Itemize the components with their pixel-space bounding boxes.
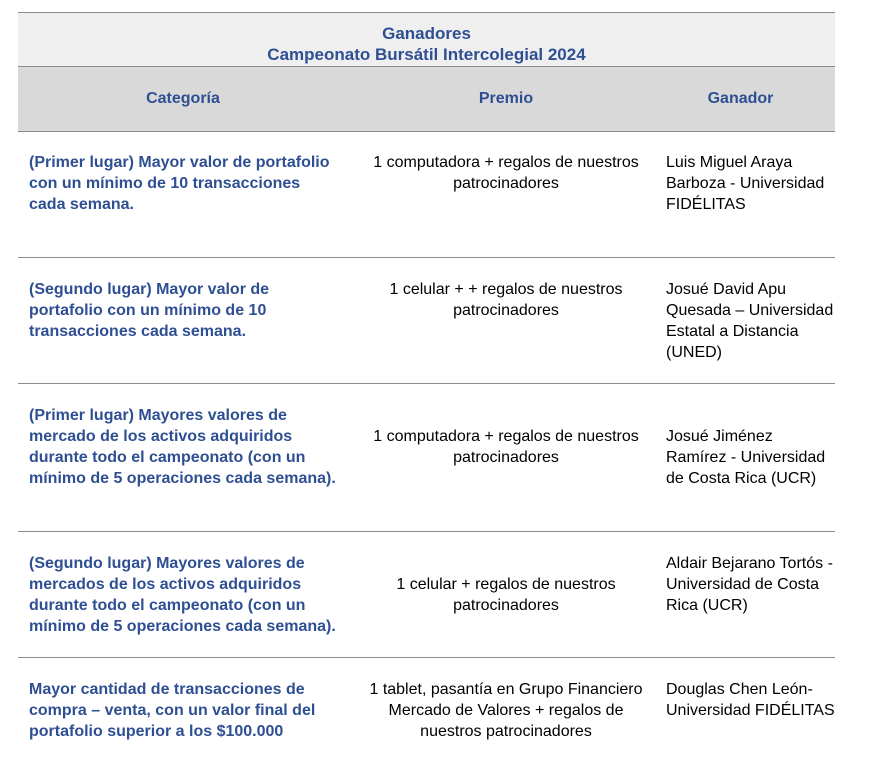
row-categoria: (Segundo lugar) Mayor valor de portafolio con un mínimo de 10 transacciones cada semana. bbox=[29, 281, 270, 340]
title-line-2: Campeonato Bursátil Intercolegial 2024 bbox=[267, 45, 586, 64]
table-row bbox=[18, 658, 835, 763]
row-premio: 1 computadora + regalos de nuestros patrocinadores bbox=[373, 428, 639, 466]
row-categoria: Mayor cantidad de transacciones de compra – venta, con un valor final del portafolio superior a los $100.000 bbox=[29, 681, 316, 740]
header-premio: Premio bbox=[478, 90, 534, 107]
row-categoria: (Primer lugar) Mayor valor de portafolio con un mínimo de 10 transacciones cada semana. bbox=[29, 154, 330, 213]
row-premio: 1 tablet, pasantía en Grupo Financiero Mercado de Valores + regalos de nuestros patrocinadores bbox=[369, 681, 643, 740]
table-row bbox=[18, 384, 835, 532]
table-header-row bbox=[18, 67, 835, 132]
table-title bbox=[18, 12, 835, 67]
title-line-1: Ganadores bbox=[382, 24, 471, 43]
table-row bbox=[18, 532, 835, 658]
row-premio: 1 celular + + regalos de nuestros patrocinadores bbox=[389, 281, 623, 319]
row-categoria: (Primer lugar) Mayores valores de mercado de los activos adquiridos durante todo el campeonato (con un mínimo de 5 operaciones cada semana). bbox=[29, 407, 336, 487]
header-ganador: Ganador bbox=[707, 90, 774, 107]
row-ganador: Josué David Apu Quesada – Universidad Estatal a Distancia (UNED) bbox=[666, 281, 834, 361]
row-ganador: Aldair Bejarano Tortós - Universidad de Costa Rica (UCR) bbox=[666, 555, 833, 614]
winners-table bbox=[18, 12, 835, 763]
row-premio: 1 celular + regalos de nuestros patrocinadores bbox=[396, 576, 616, 614]
row-ganador: Douglas Chen León- Universidad FIDÉLITAS bbox=[666, 681, 835, 719]
header-categoria: Categoría bbox=[146, 90, 220, 107]
row-ganador: Luis Miguel Araya Barboza - Universidad FIDÉLITAS bbox=[666, 154, 825, 213]
row-ganador: Josué Jiménez Ramírez - Universidad de Costa Rica (UCR) bbox=[666, 428, 826, 487]
table-row bbox=[18, 132, 835, 258]
table-row bbox=[18, 258, 835, 384]
row-premio: 1 computadora + regalos de nuestros patrocinadores bbox=[373, 154, 639, 192]
row-categoria: (Segundo lugar) Mayores valores de mercados de los activos adquiridos durante todo el campeonato (con un mínimo de 5 operaciones cada semana). bbox=[29, 555, 336, 635]
